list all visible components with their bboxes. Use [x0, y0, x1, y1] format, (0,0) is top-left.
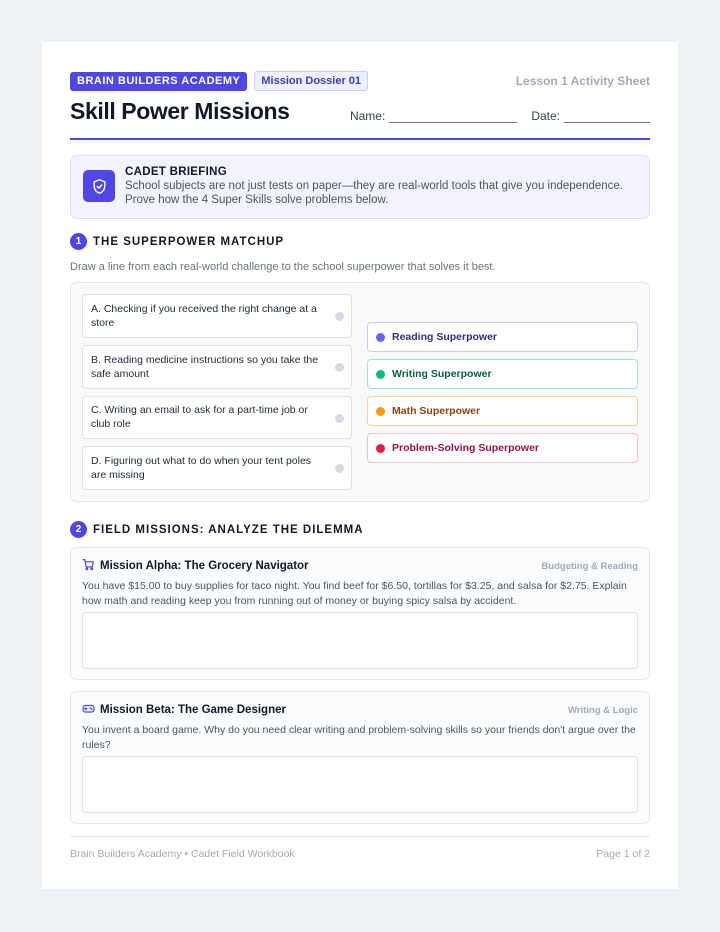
superpower-label: Reading Superpower — [392, 331, 498, 343]
superpower-reading[interactable] — [367, 322, 638, 352]
name-field — [350, 109, 517, 123]
challenge-item[interactable] — [82, 345, 352, 389]
challenge-text: A. Checking if you received the right change at a store — [91, 302, 317, 329]
title-row — [70, 97, 650, 140]
superpower-dot — [376, 333, 385, 342]
mission-text: You have $15.00 to buy supplies for taco night. You find beef for $6.50, tortillas for $3.25, and salsa for $2.75. Explain how math and reading keep you from running out of money or buying spicy salsa by accident. — [82, 580, 627, 607]
date-field — [531, 109, 650, 123]
dossier-tag: Mission Dossier 01 — [254, 71, 368, 91]
page-title: Skill Power Missions — [70, 98, 290, 124]
mission-title: Mission Beta: The Game Designer — [100, 704, 286, 716]
briefing-text: School subjects are not just tests on paper—they are real-world tools that give you independence. Prove how the 4 Super Skills solve problems below. — [125, 180, 623, 206]
gamepad-icon — [82, 702, 95, 718]
student-fields — [350, 109, 650, 123]
answer-box[interactable] — [82, 756, 638, 813]
mission-text: You invent a board game. Why do you need clear writing and problem-solving skills so your friends don't argue over the rules? — [82, 724, 636, 751]
superpower-list — [367, 322, 638, 490]
challenge-item[interactable] — [82, 446, 352, 490]
section-2-title: FIELD MISSIONS: ANALYZE THE DILEMMA — [93, 523, 364, 536]
superpower-math[interactable] — [367, 396, 638, 426]
connector-dot[interactable] — [335, 312, 344, 321]
cadet-briefing — [70, 155, 650, 219]
superpower-dot — [376, 407, 385, 416]
challenge-text: C. Writing an email to ask for a part-time job or club role — [91, 404, 308, 431]
superpower-label: Problem-Solving Superpower — [392, 442, 540, 454]
superpower-dot — [376, 370, 385, 379]
section-1-header — [70, 233, 650, 250]
challenge-text: D. Figuring out what to do when your tent poles are missing — [91, 455, 312, 482]
challenge-list — [82, 294, 352, 490]
connector-dot[interactable] — [335, 363, 344, 372]
mission-header — [82, 558, 638, 574]
name-label: Name: — [349, 109, 386, 123]
lesson-label: Lesson 1 Activity Sheet — [515, 74, 650, 88]
mission-title-group — [82, 558, 309, 574]
connector-dot[interactable] — [335, 414, 344, 423]
challenge-item[interactable] — [82, 396, 352, 440]
section-1-number: 1 — [70, 233, 87, 250]
mission-title-group — [82, 702, 286, 718]
activity-sheet — [42, 42, 678, 889]
briefing-content — [125, 166, 637, 208]
shopping-cart-icon — [82, 558, 95, 574]
answer-box[interactable] — [82, 612, 638, 669]
mission-title: Mission Alpha: The Grocery Navigator — [100, 560, 309, 572]
superpower-problem-solving[interactable] — [367, 433, 638, 463]
mission-tag: Budgeting & Reading — [541, 560, 638, 572]
mission-tag: Writing & Logic — [567, 704, 638, 716]
page-number: Page 1 of 2 — [596, 848, 650, 860]
section-2-number: 2 — [70, 521, 87, 538]
mission-alpha-card — [70, 547, 650, 680]
section-2-header — [70, 521, 650, 538]
superpower-label: Math Superpower — [392, 405, 481, 417]
date-line[interactable] — [564, 111, 650, 123]
academy-tag: BRAIN BUILDERS ACADEMY — [70, 72, 247, 91]
challenge-text: B. Reading medicine instructions so you take the safe amount — [91, 353, 319, 380]
top-bar — [70, 70, 650, 92]
superpower-label: Writing Superpower — [392, 368, 492, 380]
footer-left: Brain Builders Academy • Cadet Field Workbook — [70, 848, 295, 860]
challenge-item[interactable] — [82, 294, 352, 338]
section-1-instructions: Draw a line from each real-world challenge to the school superpower that solves it best. — [70, 261, 496, 273]
mission-beta-card — [70, 691, 650, 824]
mission-header — [82, 702, 638, 718]
briefing-title: CADET BRIEFING — [125, 166, 227, 178]
connector-dot[interactable] — [335, 464, 344, 473]
header-tags — [70, 71, 368, 91]
name-line[interactable] — [389, 111, 517, 123]
superpower-dot — [376, 444, 385, 453]
page-footer — [70, 836, 650, 860]
matchup-panel — [70, 282, 650, 502]
shield-check-icon — [83, 170, 115, 202]
date-label: Date: — [531, 109, 560, 123]
section-1-title: THE SUPERPOWER MATCHUP — [93, 235, 285, 248]
superpower-writing[interactable] — [367, 359, 638, 389]
